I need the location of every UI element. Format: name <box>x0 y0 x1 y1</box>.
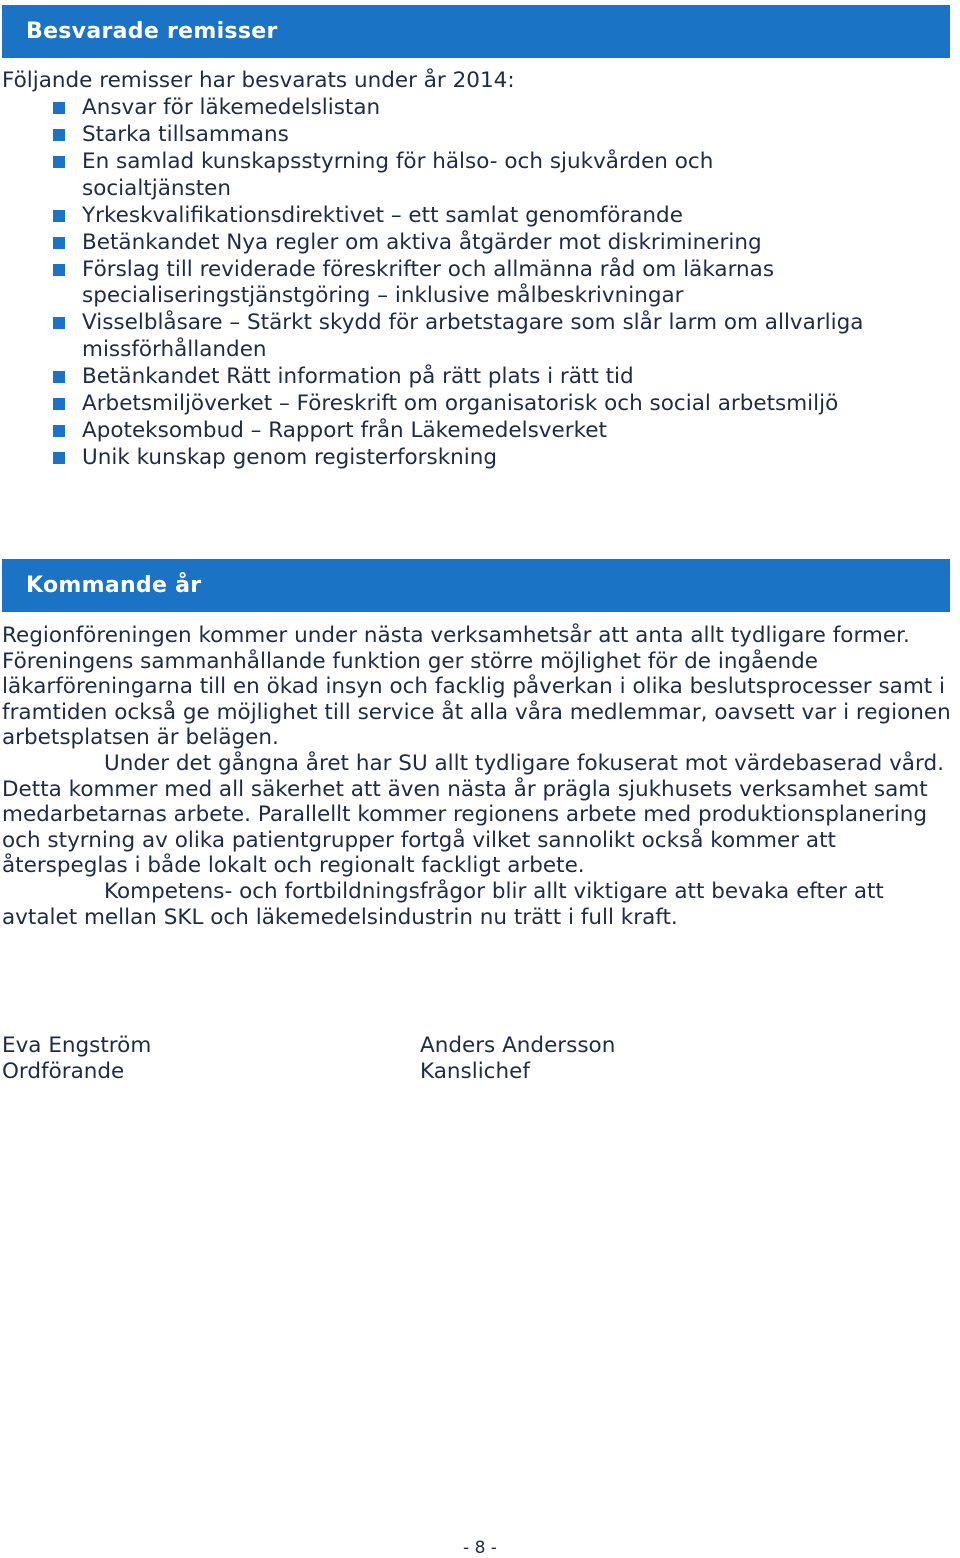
square-bullet-icon <box>53 452 65 464</box>
list-item <box>0 122 940 149</box>
square-bullet-icon <box>53 102 65 114</box>
list-item <box>0 257 892 310</box>
signature-name: Eva Engström <box>2 1033 152 1058</box>
list-item <box>0 418 940 445</box>
paragraph: Kompetens- och fortbildningsfrågor blir allt viktigare att bevaka efter att avtalet mellan SKL och läkemedelsindustrin nu trätt i full kraft. <box>2 878 884 930</box>
signature-secretary <box>420 1033 615 1085</box>
square-bullet-icon <box>53 210 65 222</box>
square-bullet-icon <box>53 264 65 276</box>
list-item-text: Starka tillsammans <box>82 122 289 147</box>
list-item-text: Ansvar för läkemedelslistan <box>82 95 381 120</box>
page-number: - 8 - <box>463 1538 497 1558</box>
list-item <box>0 230 940 257</box>
signature-chair <box>2 1033 151 1085</box>
square-bullet-icon <box>53 317 65 329</box>
square-bullet-icon <box>53 156 65 168</box>
section-header-kommande-ar <box>2 559 950 612</box>
section-title: Besvarade remisser <box>26 19 278 44</box>
list-item-text: Förslag till reviderade föreskrifter och allmänna råd om läkarnas specialiseringstjänstgöring – inklusive målbeskrivningar <box>82 256 775 308</box>
list-item <box>0 203 940 230</box>
list-item <box>0 364 940 391</box>
paragraph: Regionföreningen kommer under nästa verksamhetsår att anta allt tydligare former. Föreningens sammanhållande funktion ger större möjlighet för de ingående läkarföreningarna till en ökad insyn och facklig påverkan i olika beslutsprocesser samt i framtiden också ge möjlighet till service åt alla våra medlemmar, oavsett var i regionen arbetsplatsen är belägen. <box>2 623 951 751</box>
square-bullet-icon <box>53 398 65 410</box>
square-bullet-icon <box>53 129 65 141</box>
paragraph: Under det gångna året har SU allt tydligare fokuserat mot värdebaserad vård. Detta kommer med all säkerhet att även nästa år prägla sjukhusets verksamhet samt medarbetarnas arbete. Parallellt kommer regionens arbete med produktionsplanering och styrning av olika patientgrupper fortgå vilket sannolikt också kommer att återspeglas i både lokalt och regionalt fackligt arbete. <box>2 750 944 879</box>
square-bullet-icon <box>53 425 65 437</box>
list-item <box>0 310 882 363</box>
list-item <box>0 445 940 472</box>
signature-role: Ordförande <box>2 1059 125 1084</box>
list-item-text: En samlad kunskapsstyrning för hälso- och sjukvården och socialtjänsten <box>82 149 714 201</box>
list-item <box>0 95 940 122</box>
remisser-intro: Följande remisser har besvarats under år 2014: <box>2 68 515 93</box>
list-item-text: Betänkandet Nya regler om aktiva åtgärder mot diskriminering <box>82 229 762 255</box>
signature-role: Kanslichef <box>420 1059 530 1084</box>
signature-name: Anders Andersson <box>420 1033 616 1058</box>
list-item <box>0 391 842 418</box>
list-item <box>0 149 822 202</box>
kommande-body <box>2 623 952 930</box>
remisser-list <box>0 95 940 472</box>
list-item-text: Apoteksombud – Rapport från Läkemedelsverket <box>82 417 607 443</box>
square-bullet-icon <box>53 237 65 249</box>
list-item-text: Arbetsmiljöverket – Föreskrift om organisatorisk och social arbetsmiljö <box>82 390 839 416</box>
list-item-text: Unik kunskap genom registerforskning <box>82 444 498 470</box>
section-header-besvarade-remisser <box>2 5 950 58</box>
list-item-text: Betänkandet Rätt information på rätt plats i rätt tid <box>82 363 634 389</box>
section-title: Kommande år <box>26 573 202 598</box>
list-item-text: Yrkeskvalifikationsdirektivet – ett samlat genomförande <box>82 202 683 228</box>
list-item-text: Visselblåsare – Stärkt skydd för arbetstagare som slår larm om allvarliga missförhållanden <box>82 310 864 362</box>
square-bullet-icon <box>53 371 65 383</box>
